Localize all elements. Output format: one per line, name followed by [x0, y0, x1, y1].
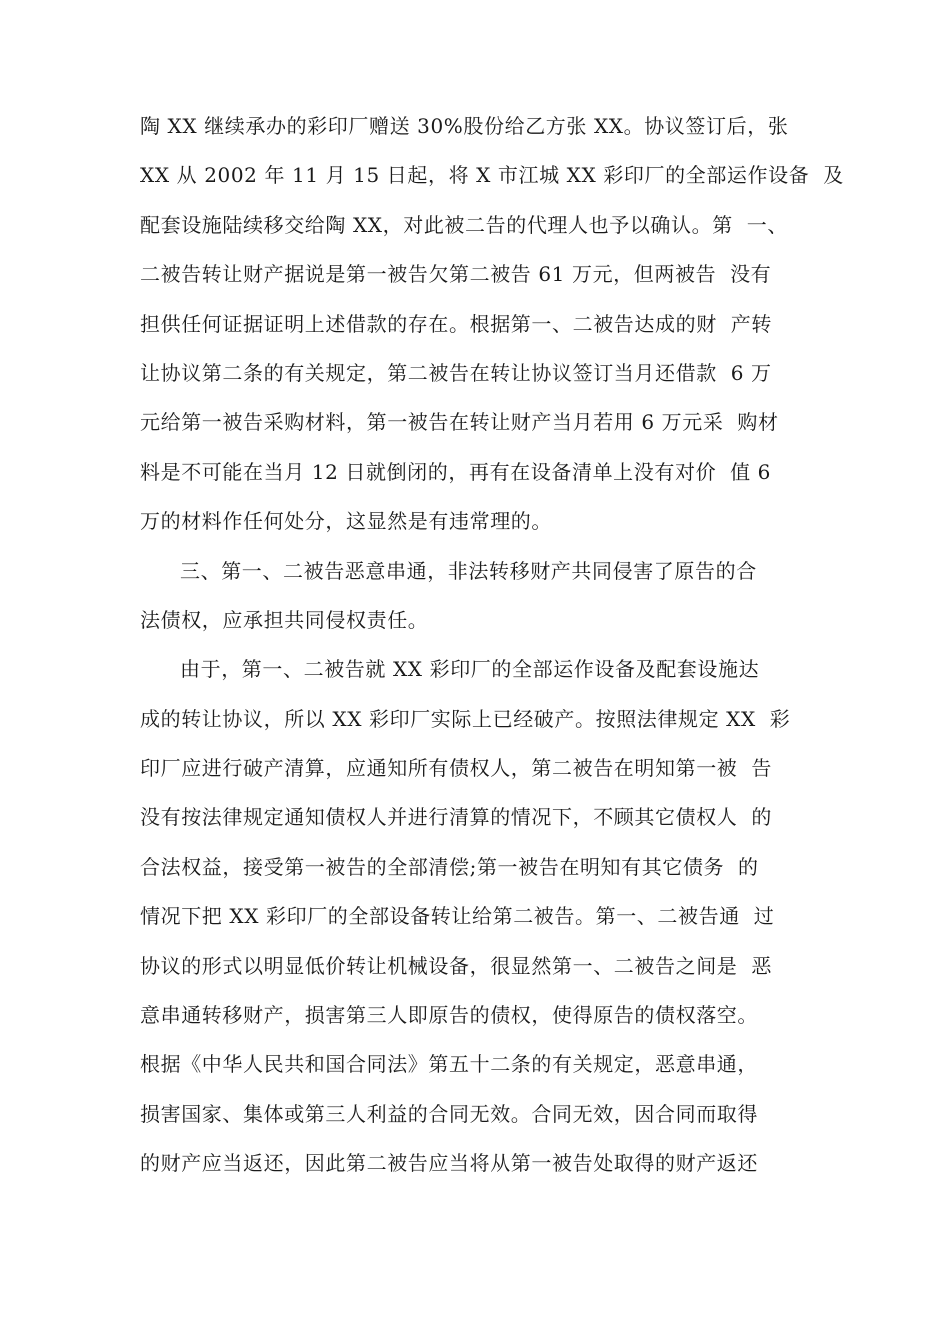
- paragraph-start-line: 由于，第一、二被告就 XX 彩印厂的全部运作设备及配套设施达: [180, 657, 760, 682]
- text-line: 没有按法律规定通知债权人并进行清算的情况下，不顾其它债权人 的: [140, 805, 772, 830]
- text-line: 协议的形式以明显低价转让机械设备，很显然第一、二被告之间是 恶: [140, 953, 772, 978]
- text-line: 二被告转让财产据说是第一被告欠第二被告 61 万元，但两被告 没有: [140, 262, 772, 287]
- text-line: 法债权，应承担共同侵权责任。: [140, 607, 429, 632]
- text-line: 合法权益，接受第一被告的全部清偿;第一被告在明知有其它债务 的: [140, 854, 759, 879]
- section-heading-line: 三、第一、二被告恶意串通，非法转移财产共同侵害了原告的合: [180, 558, 757, 583]
- text-line: 元给第一被告采购材料，第一被告在转让财产当月若用 6 万元采 购材: [140, 410, 779, 435]
- text-line: 万的材料作任何处分，这显然是有违常理的。: [140, 509, 552, 534]
- text-line: 担供任何证据证明上述借款的存在。根据第一、二被告达成的财 产转: [140, 311, 772, 336]
- text-line: 配套设施陆续移交给陶 XX，对此被二告的代理人也予以确认。第 一、: [140, 212, 788, 237]
- text-line: 根据《中华人民共和国合同法》第五十二条的有关规定，恶意串通，: [140, 1052, 758, 1077]
- text-line: 料是不可能在当月 12 日就倒闭的，再有在设备清单上没有对价 值 6: [140, 459, 771, 484]
- text-line: 的财产应当返还，因此第二被告应当将从第一被告处取得的财产返还: [140, 1151, 758, 1176]
- text-line: 成的转让协议，所以 XX 彩印厂实际上已经破产。按照法律规定 XX 彩: [140, 706, 791, 731]
- document-body: [140, 102, 844, 1189]
- text-line: 让协议第二条的有关规定，第二被告在转让协议签订当月还借款 6 万: [140, 360, 772, 385]
- text-line: 陶 XX 继续承办的彩印厂赠送 30%股份给乙方张 XX。协议签订后，张: [140, 114, 789, 138]
- text-line: 印厂应进行破产清算，应通知所有债权人，第二被告在明知第一被 告: [140, 756, 772, 781]
- text-line: 情况下把 XX 彩印厂的全部设备转让给第二被告。第一、二被告通 过: [140, 904, 775, 929]
- text-line: XX 从 2002 年 11 月 15 日起，将 X 市江城 XX 彩印厂的全部运作设备 及: [140, 163, 844, 188]
- text-line: 意串通转移财产，损害第三人即原告的债权，使得原告的债权落空。: [140, 1003, 758, 1028]
- text-line: 损害国家、集体或第三人利益的合同无效。合同无效，因合同而取得: [140, 1101, 758, 1126]
